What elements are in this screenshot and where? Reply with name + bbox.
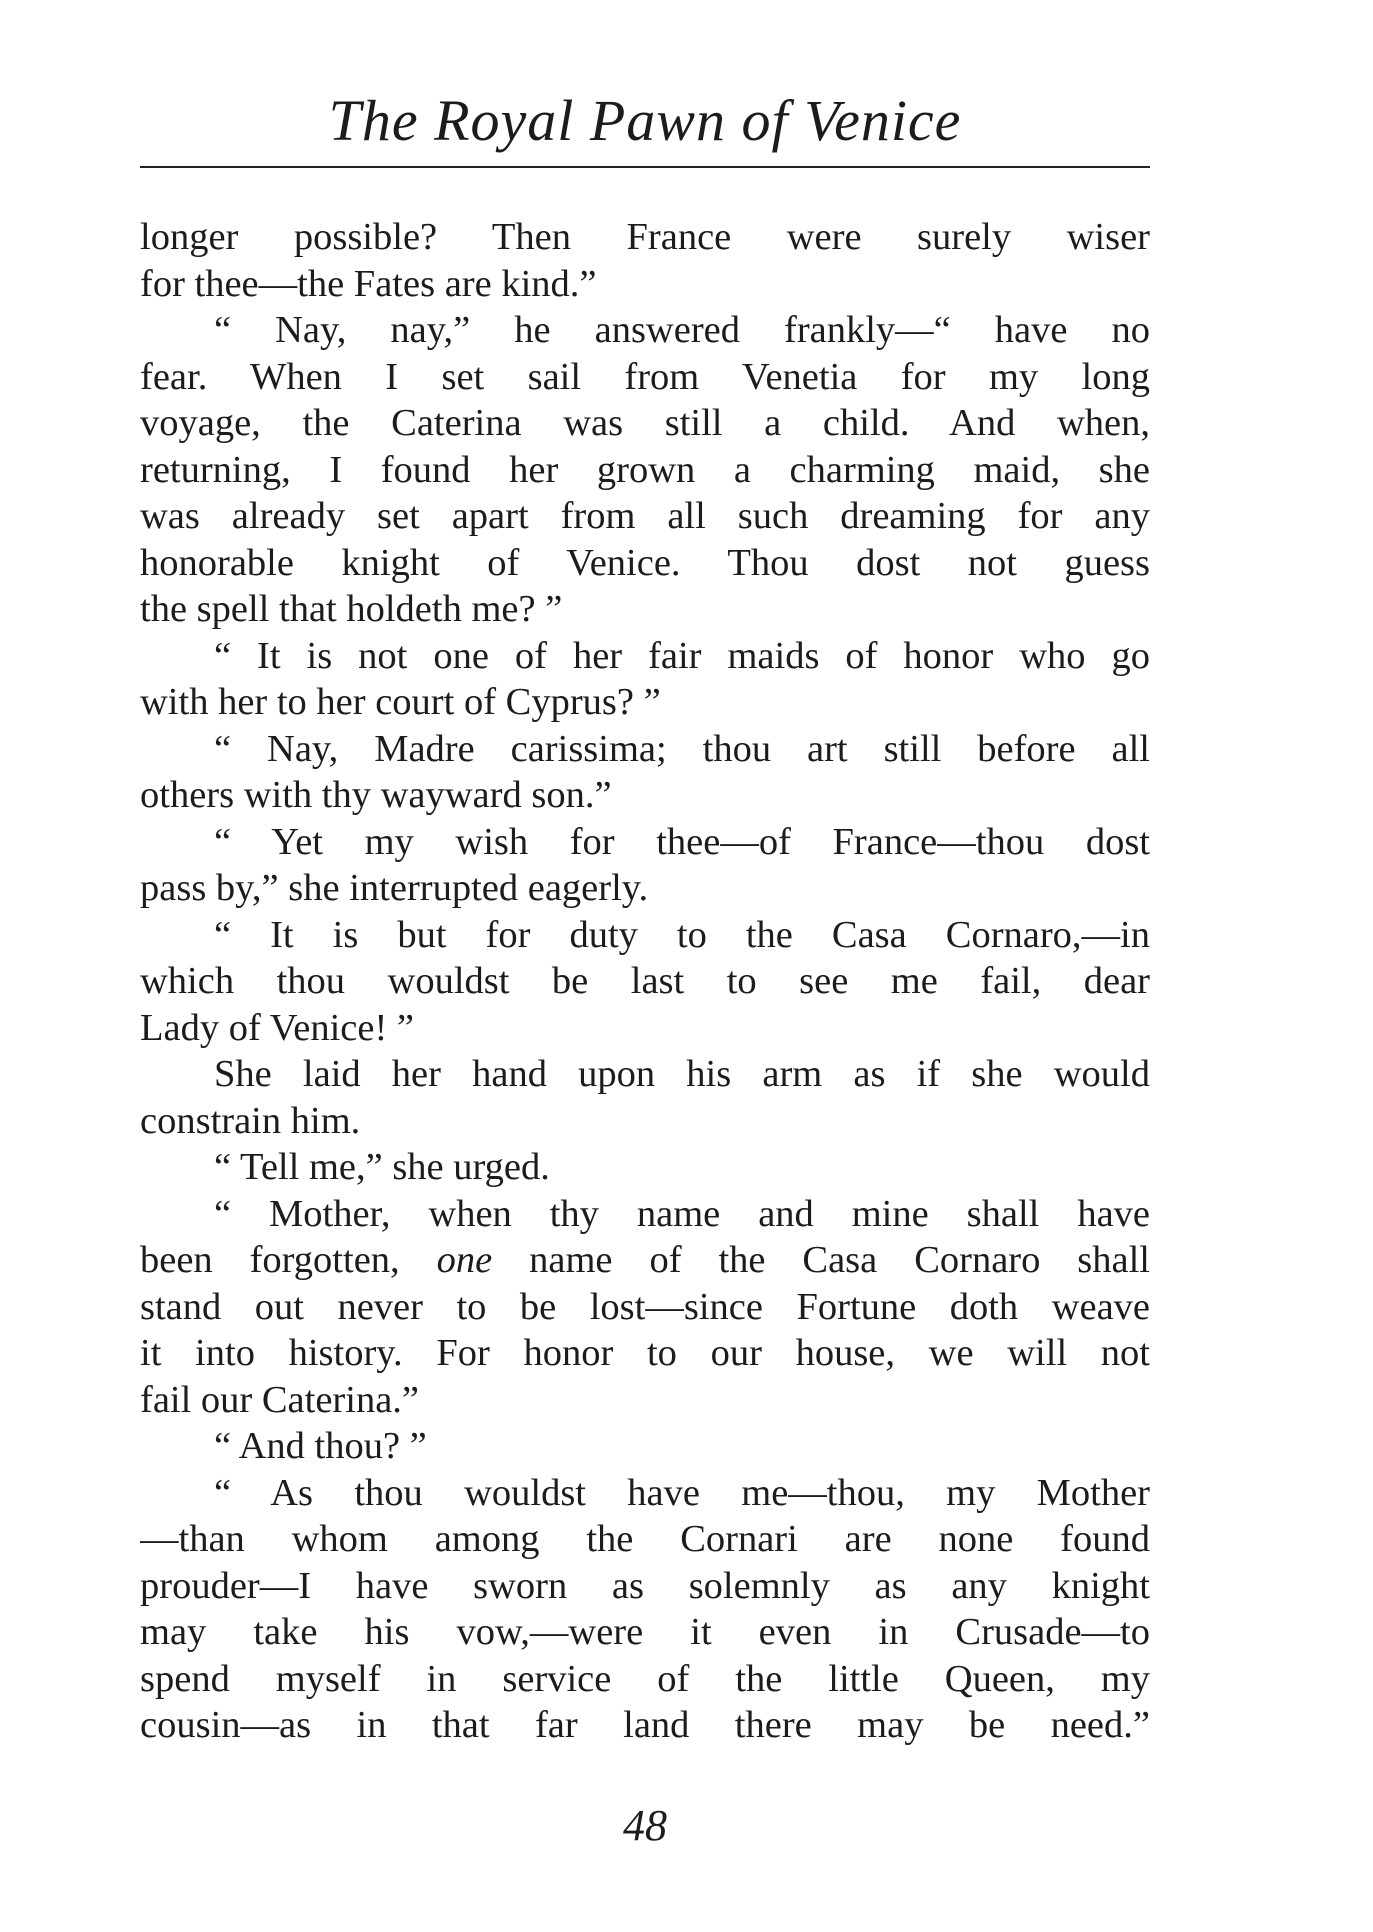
text-line: it into history. For honor to our house, we will not — [140, 1332, 1150, 1374]
text-line: —than whom among the Cornari are none found — [140, 1518, 1150, 1560]
text-line: spend myself in service of the little Queen, my — [140, 1657, 1150, 1700]
text-line: may take his vow,—were it even in Crusade—to — [140, 1611, 1150, 1653]
header-rule — [140, 166, 1150, 168]
page-number: 48 — [623, 1801, 667, 1850]
text-line: fear. When I set sail from Venetia for my long — [140, 355, 1150, 398]
text-line: constrain him. — [140, 1099, 361, 1142]
text-line: fail our Caterina.” — [140, 1378, 419, 1421]
text-line: honorable knight of Venice. Thou dost not guess — [140, 541, 1150, 584]
text-line: the spell that holdeth me? ” — [140, 588, 563, 630]
text-line: “ As thou wouldst have me—thou, my Mother — [214, 1471, 1150, 1514]
text-line: returning, I found her grown a charming maid, she — [140, 448, 1150, 491]
text-line: “ Tell me,” she urged. — [214, 1146, 550, 1188]
text-line: with her to her court of Cyprus? ” — [140, 681, 661, 723]
text-line: for thee—the Fates are kind.” — [140, 262, 597, 305]
text-line: “ It is not one of her fair maids of honor who go — [214, 634, 1150, 677]
text-line: “ Nay, Madre carissima; thou art still before all — [214, 727, 1150, 770]
emphasized-word: one — [436, 1239, 493, 1281]
text-line: others with thy wayward son.” — [140, 774, 612, 816]
text-line: “ It is but for duty to the Casa Cornaro,—in — [214, 913, 1150, 956]
text-line: Lady of Venice! ” — [140, 1006, 415, 1049]
text-line: longer possible? Then France were surely wiser — [140, 216, 1150, 258]
text-run: name of the Casa Cornaro shall — [492, 1239, 1150, 1281]
text-line — [140, 1237, 1150, 1284]
text-line: prouder—I have sworn as solemnly as any knight — [140, 1564, 1150, 1607]
text-line: “ Yet my wish for thee—of France—thou dost — [214, 820, 1150, 863]
text-line: was already set apart from all such dreaming for any — [140, 495, 1150, 537]
text-line: “ And thou? ” — [214, 1425, 427, 1467]
text-line: stand out never to be lost—since Fortune doth weave — [140, 1285, 1150, 1328]
body-text — [140, 214, 1150, 1749]
running-head-title: The Royal Pawn of Venice — [328, 88, 962, 153]
text-line: “ Mother, when thy name and mine shall have — [214, 1192, 1150, 1235]
text-line: cousin—as in that far land there may be need.” — [140, 1704, 1150, 1746]
text-line: pass by,” she interrupted eagerly. — [140, 867, 649, 909]
text-line: “ Nay, nay,” he answered frankly—“ have no — [214, 309, 1150, 351]
text-run: been forgotten, — [140, 1239, 437, 1281]
text-line: voyage, the Caterina was still a child. And when, — [140, 402, 1150, 444]
text-line: which thou wouldst be last to see me fail, dear — [140, 960, 1150, 1002]
text-line: She laid her hand upon his arm as if she would — [214, 1053, 1150, 1095]
